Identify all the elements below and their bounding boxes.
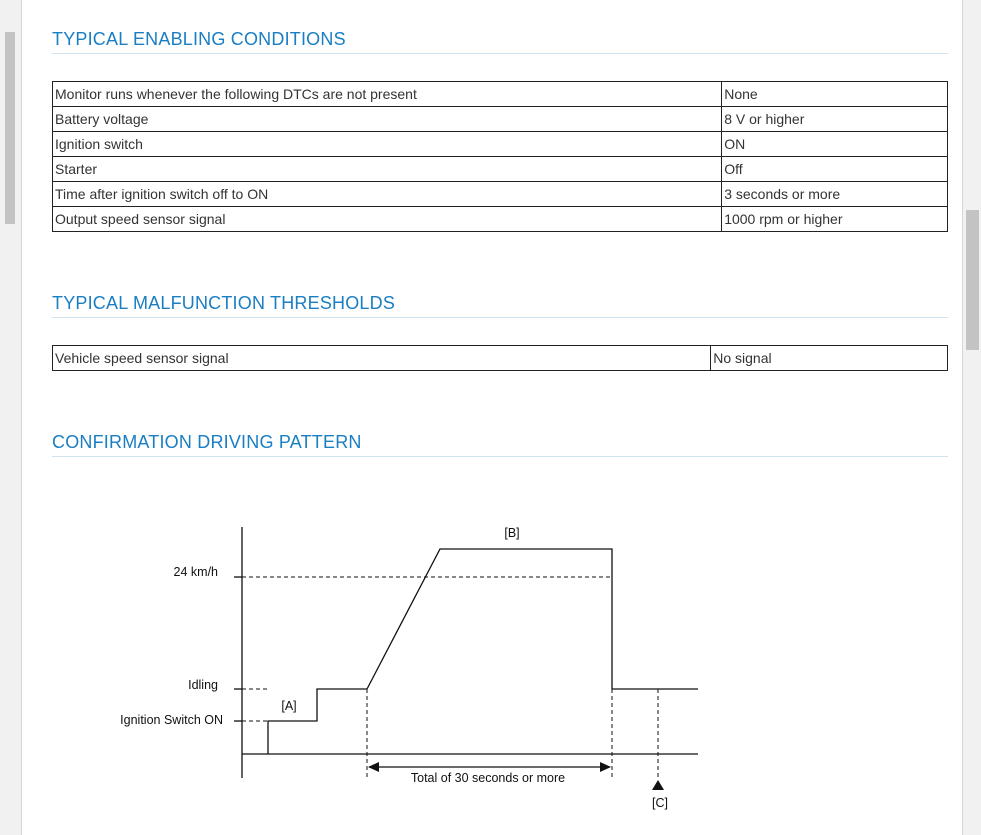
driving-pattern-heading: CONFIRMATION DRIVING PATTERN	[52, 430, 948, 457]
idling-label: Idling	[188, 678, 218, 692]
value-cell: None	[722, 82, 948, 107]
duration-label: Total of 30 seconds or more	[410, 771, 566, 785]
value-cell: 3 seconds or more	[722, 182, 948, 207]
value-cell: 8 V or higher	[722, 107, 948, 132]
condition-cell: Vehicle speed sensor signal	[53, 346, 711, 371]
label-a: [A]	[281, 699, 297, 713]
condition-cell: Monitor runs whenever the following DTCs are not present	[53, 82, 722, 107]
condition-cell: Output speed sensor signal	[53, 207, 722, 232]
value-cell: 1000 rpm or higher	[722, 207, 948, 232]
condition-cell: Battery voltage	[53, 107, 722, 132]
ignition-label: Ignition Switch ON	[120, 713, 223, 727]
value-cell: ON	[722, 132, 948, 157]
duration-arrow-right-head	[600, 762, 611, 772]
label-c: [C]	[652, 796, 668, 810]
label-b: [B]	[504, 526, 520, 540]
condition-cell: Ignition switch	[53, 132, 722, 157]
speed-label: 24 km/h	[173, 565, 218, 579]
value-cell: Off	[722, 157, 948, 182]
malfunction-thresholds-heading: TYPICAL MALFUNCTION THRESHOLDS	[52, 291, 948, 318]
condition-cell: Starter	[53, 157, 722, 182]
speed-profile-line	[268, 549, 698, 754]
enabling-conditions-heading: TYPICAL ENABLING CONDITIONS	[52, 27, 948, 54]
duration-arrow-left-head	[368, 762, 379, 772]
condition-cell: Time after ignition switch off to ON	[53, 182, 722, 207]
c-marker-triangle	[652, 780, 664, 790]
value-cell: No signal	[711, 346, 948, 371]
